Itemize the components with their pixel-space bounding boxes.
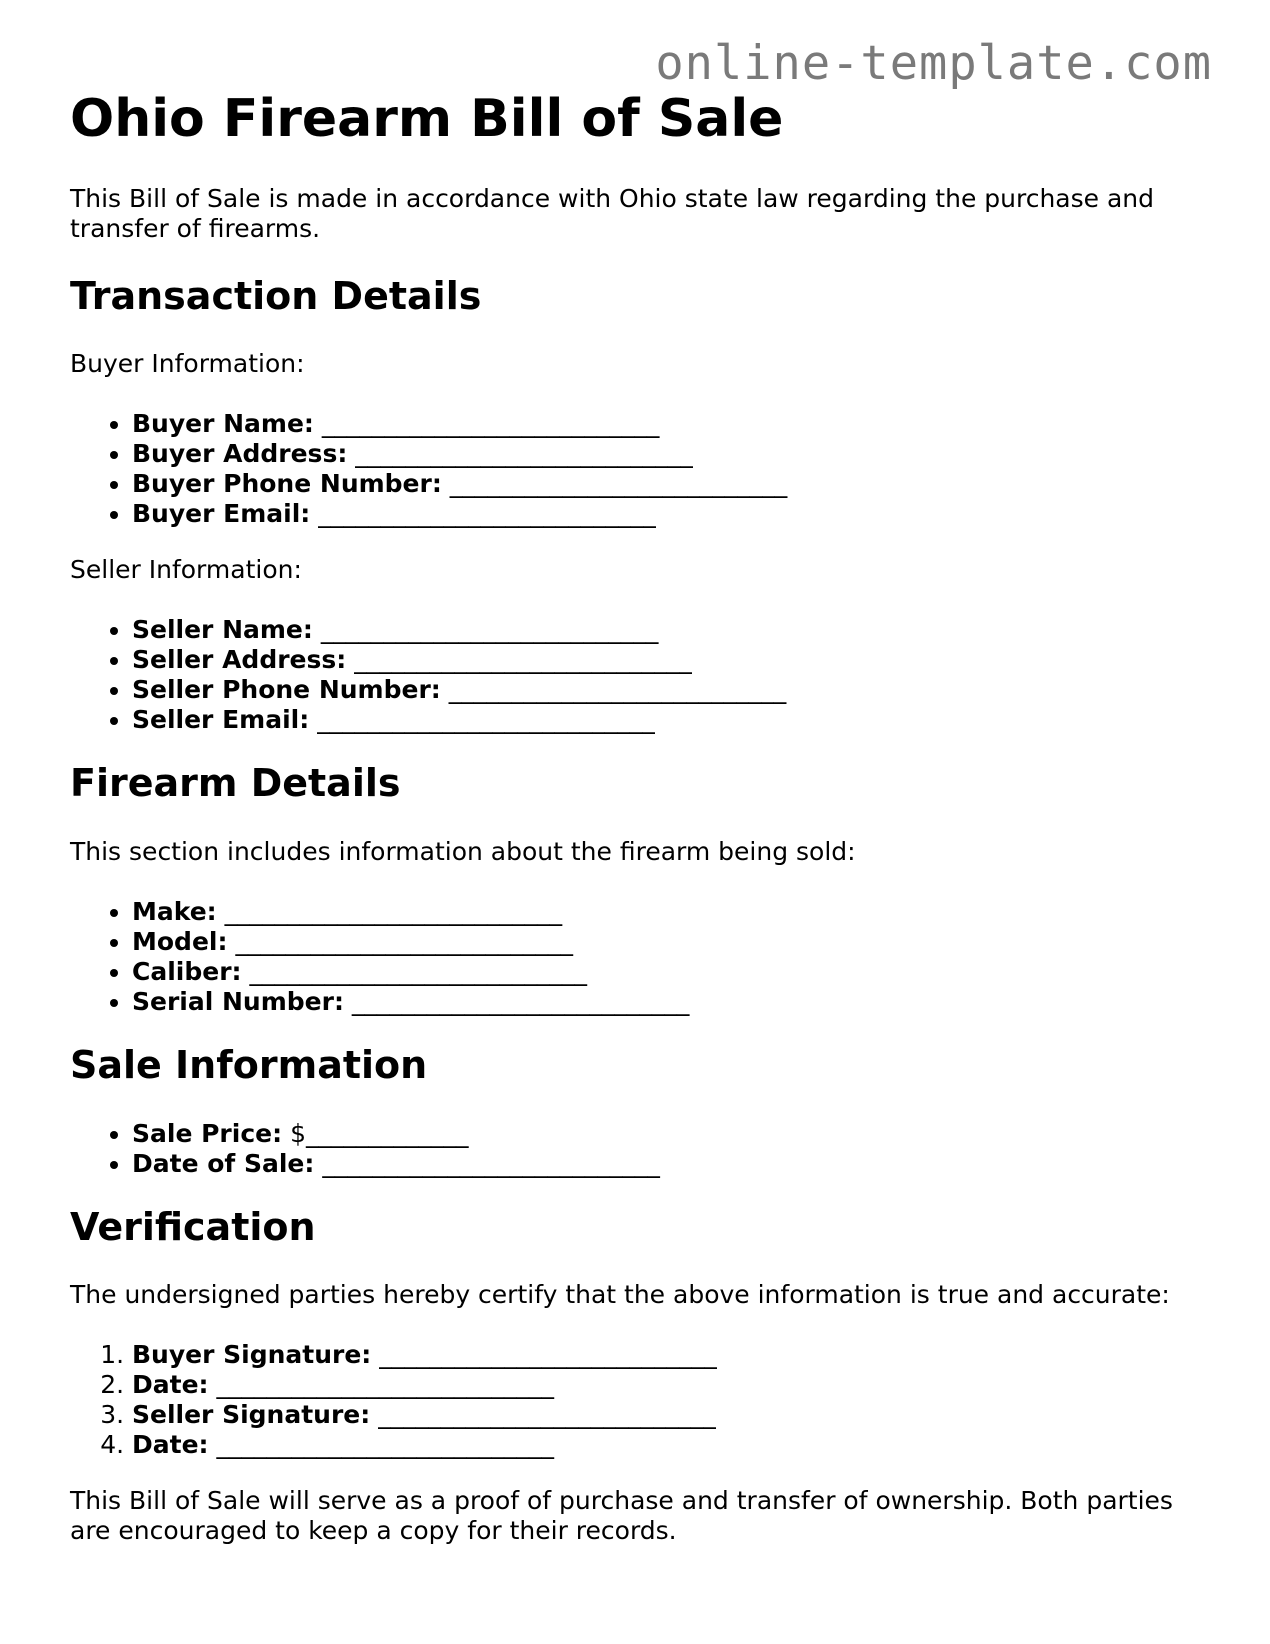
- field-blank[interactable]: ___________________________: [216, 1370, 554, 1400]
- field-label: Caliber:: [132, 956, 242, 986]
- verification-intro: The undersigned parties hereby certify that the above information is true and accurate:: [70, 1280, 1170, 1310]
- field-blank[interactable]: ___________________________: [378, 1400, 716, 1430]
- field-label: Buyer Name:: [132, 409, 314, 439]
- field-label: Serial Number:: [132, 986, 344, 1016]
- field-blank[interactable]: ___________________________: [321, 409, 660, 439]
- field-blank[interactable]: ___________________________: [224, 896, 563, 926]
- field-blank[interactable]: $_____________: [290, 1118, 469, 1148]
- field-blank[interactable]: ___________________________: [249, 956, 587, 986]
- field-label: Seller Signature:: [132, 1400, 371, 1430]
- field-blank[interactable]: ___________________________: [351, 986, 690, 1016]
- field-label: Seller Phone Number:: [132, 675, 441, 705]
- field-label: Seller Email:: [132, 705, 310, 735]
- sale-heading: Sale Information: [70, 1042, 428, 1087]
- field-blank[interactable]: ___________________________: [322, 1148, 660, 1178]
- verification-heading: Verification: [70, 1204, 316, 1249]
- field-label: Sale Price:: [132, 1118, 283, 1148]
- field-blank[interactable]: ___________________________: [320, 615, 659, 645]
- page-title: Ohio Firearm Bill of Sale: [70, 89, 784, 149]
- verification-fields-list: [70, 1340, 1210, 1460]
- transaction-heading: Transaction Details: [70, 273, 482, 318]
- field-label: Buyer Email:: [132, 499, 311, 529]
- field-blank[interactable]: ___________________________: [318, 499, 656, 529]
- buyer-date-field: [132, 1370, 1210, 1400]
- field-label: Buyer Address:: [132, 439, 348, 469]
- seller-date-field: [132, 1430, 1210, 1460]
- buyer-name-field: [132, 409, 1210, 439]
- closing-paragraph: This Bill of Sale will serve as a proof of purchase and transfer of ownership. Both parties are encouraged to keep a copy for their records.: [70, 1486, 1173, 1546]
- field-blank[interactable]: ___________________________: [317, 705, 655, 735]
- field-label: Seller Address:: [132, 645, 347, 675]
- seller-email-field: [132, 705, 1210, 735]
- buyer-signature-field: [132, 1340, 1210, 1370]
- field-label: Date:: [132, 1430, 209, 1460]
- field-label: Seller Name:: [132, 615, 313, 645]
- model-field: [132, 927, 1210, 957]
- serial-number-field: [132, 987, 1210, 1017]
- firearm-intro: This section includes information about the firearm being sold:: [70, 836, 856, 866]
- buyer-email-field: [132, 499, 1210, 529]
- field-blank[interactable]: ___________________________: [449, 469, 788, 499]
- seller-info-label: Seller Information:: [70, 555, 302, 585]
- field-label: Make:: [132, 896, 217, 926]
- field-blank[interactable]: ___________________________: [355, 439, 693, 469]
- field-blank[interactable]: ___________________________: [216, 1430, 554, 1460]
- document-body: [70, 90, 1210, 1576]
- seller-phone-field: [132, 675, 1210, 705]
- caliber-field: [132, 957, 1210, 987]
- seller-signature-field: [132, 1400, 1210, 1430]
- sale-price-field: [132, 1119, 1210, 1149]
- make-field: [132, 897, 1210, 927]
- field-label: Buyer Signature:: [132, 1340, 372, 1370]
- date-of-sale-field: [132, 1149, 1210, 1179]
- buyer-fields-list: [70, 409, 1210, 529]
- field-blank[interactable]: ___________________________: [235, 926, 573, 956]
- seller-name-field: [132, 615, 1210, 645]
- field-label: Date:: [132, 1370, 209, 1400]
- firearm-heading: Firearm Details: [70, 761, 401, 806]
- intro-paragraph: This Bill of Sale is made in accordance with Ohio state law regarding the purchase and transfer of firearms.: [70, 183, 1155, 243]
- field-label: Model:: [132, 926, 228, 956]
- seller-fields-list: [70, 615, 1210, 735]
- firearm-fields-list: [70, 897, 1210, 1017]
- seller-address-field: [132, 645, 1210, 675]
- field-blank[interactable]: ___________________________: [448, 675, 787, 705]
- buyer-info-label: Buyer Information:: [70, 349, 305, 379]
- field-label: Buyer Phone Number:: [132, 469, 442, 499]
- field-blank[interactable]: ___________________________: [379, 1340, 717, 1370]
- watermark: online-template.com: [655, 36, 1212, 91]
- buyer-phone-field: [132, 469, 1210, 499]
- field-label: Date of Sale:: [132, 1148, 315, 1178]
- field-blank[interactable]: ___________________________: [354, 645, 692, 675]
- buyer-address-field: [132, 439, 1210, 469]
- sale-fields-list: [70, 1119, 1210, 1179]
